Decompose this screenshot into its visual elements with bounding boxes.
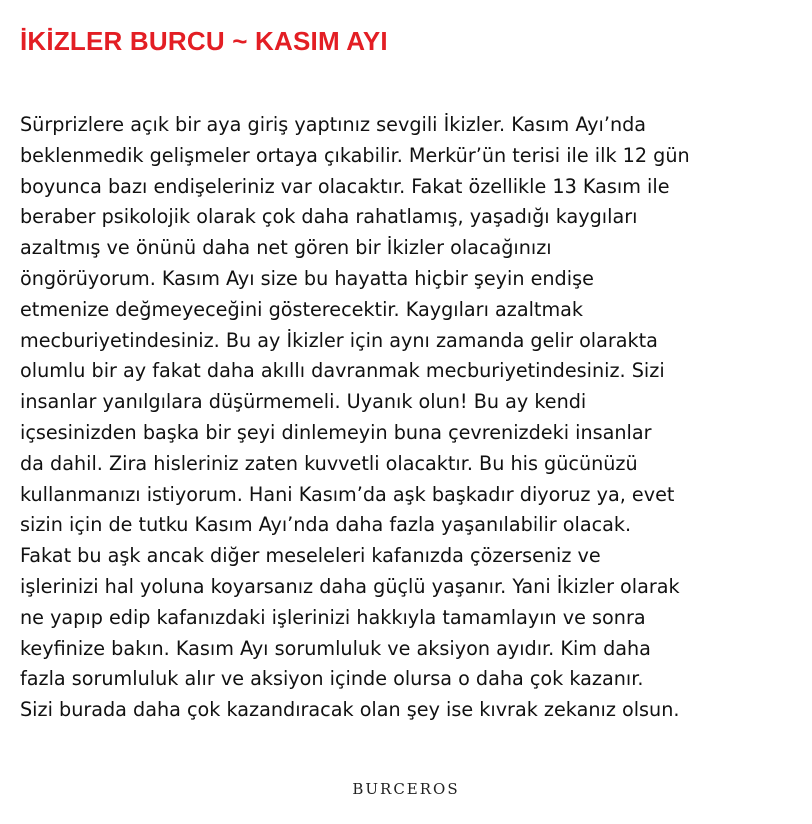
page-title: İKİZLER BURCU ~ KASIM AYI [20, 26, 388, 56]
brand-footer: BURCEROS [352, 780, 460, 798]
article-body: Sürprizlere açık bir aya giriş yaptınız sevgili İkizler. Kasım Ayı’nda beklenmedik gelişmeler ortaya çıkabilir. Merkür’ün terisi ile ilk 12 gün boyunca bazı endişeleriniz var olacaktır. Fakat özellikle 13 Kasım ile beraber psikolojik olarak çok daha rahatlamış, yaşadığı kaygıları azaltmış ve önünü daha net gören bir İkizler olacağınızı öngörüyorum. Kasım Ayı size bu hayatta hiçbir şeyin endişe etmenize değmeyeceğini gösterecektir. Kaygıları azaltmak mecburiyetindesiniz. Bu ay İkizler için aynı zamanda gelir olarakta olumlu bir ay fakat daha akıllı davranmak mecburiyetindesiniz. Sizi insanlar yanılgılara düşürmemeli. Uyanık olun! Bu ay kendi içsesinizden başka bir şeyi dinlemeyin buna çevrenizdeki insanlar da dahil. Zira hisleriniz zaten kuvvetli olacaktır. Bu his gücünüzü kullanmanızı istiyorum. Hani Kasım’da aşk başkadır diyoruz ya, evet sizin için de tutku Kasım Ayı’nda daha fazla yaşanılabilir olacak. Fakat bu aşk ancak diğer meseleleri kafanızda çözerseniz ve işlerinizi hal yoluna koyarsanız daha güçlü yaşanır. Yani İkizler olarak ne yapıp edip kafanızdaki işlerinizi hakkıyla tamamlayın ve sonra keyfinize bakın. Kasım Ayı sorumluluk ve aksiyon ayıdır. Kim daha fazla sorumluluk alır ve aksiyon içinde olursa o daha çok kazanır. Sizi burada daha çok kazandıracak olan şey ise kıvrak zekanız olsun. [20, 113, 690, 722]
